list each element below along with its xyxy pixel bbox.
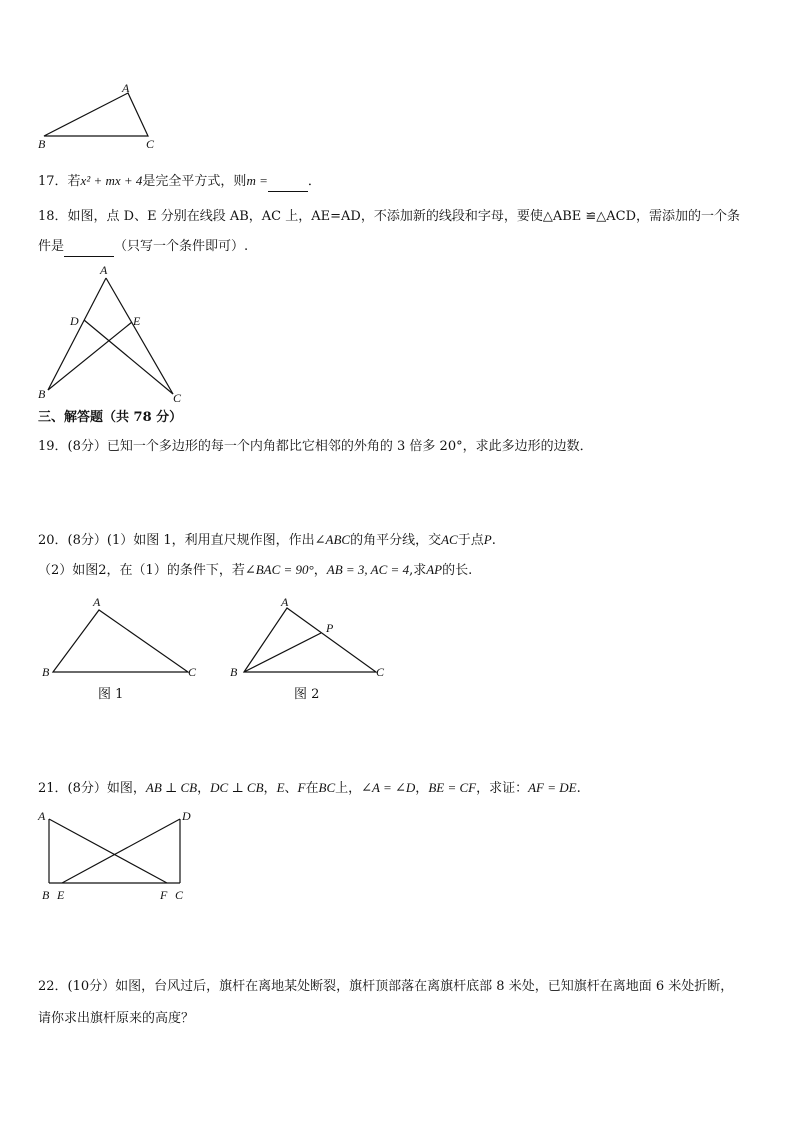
- figure-triangle-abc: [30, 80, 170, 155]
- label-b: B: [42, 888, 50, 902]
- q21-s7: ，求证：: [476, 781, 529, 796]
- label-d: D: [70, 314, 79, 328]
- figure-20-2: [228, 594, 398, 709]
- q21-c1: AB ⊥ CB: [145, 780, 198, 795]
- q20-line1-suffix: .: [491, 533, 496, 548]
- q18-text-line1: 18．如图，点 D、E 分别在线段 AB，AC 上，AE=AD，不添加新的线段和字母，要使△ABE ≌△ACD，需添加的一个条: [38, 209, 741, 224]
- label-p: P: [326, 621, 334, 635]
- question-18-line1: [38, 208, 740, 226]
- section-3-heading: [38, 409, 182, 427]
- q17-middle: 是完全平方式，则: [142, 174, 247, 189]
- label-f: F: [160, 888, 168, 902]
- segment-af: [49, 819, 167, 883]
- q20-line2-mid: ,求: [409, 563, 427, 578]
- q22-text-line1: 22．(10分）如图，台风过后，旗杆在离地某处断裂，旗杆顶部落在离旗杆底部 8 米处，已知旗杆在离地面 6 米处折断，: [38, 979, 734, 994]
- q21-c6: ∠A = ∠D: [361, 780, 416, 795]
- section-3-title: 三、解答题（共 78 分）: [38, 410, 183, 425]
- q21-c3: E: [276, 780, 285, 795]
- triangle-shape: [44, 93, 148, 136]
- q21-s1: ，: [197, 781, 211, 796]
- label-a: A: [100, 263, 108, 277]
- q21-s2: ，: [263, 781, 277, 796]
- question-18-line2: [38, 238, 248, 257]
- segment-de: [62, 819, 180, 883]
- label-a: A: [122, 81, 130, 95]
- question-20-line1: [38, 531, 496, 550]
- q20-cond-lengths: AB = 3, AC = 4: [326, 562, 410, 577]
- triangle-shape: [53, 610, 188, 672]
- q17-prefix: 17．若: [38, 174, 81, 189]
- figure-caption: 图 2: [294, 687, 320, 702]
- figure-21: [36, 806, 206, 911]
- label-a: A: [281, 595, 289, 609]
- segment-be: [48, 322, 132, 390]
- q19-text: 19．(8分）已知一个多边形的每一个内角都比它相邻的外角的 3 倍多 20°，求此多边形的边数．: [38, 439, 593, 454]
- q17-var: m =: [246, 173, 268, 188]
- label-c: C: [175, 888, 184, 902]
- label-d: D: [182, 809, 191, 823]
- segment-dc: [84, 320, 173, 394]
- q21-s5: 上，: [335, 781, 362, 796]
- q20-angle-abc: ∠ABC: [314, 532, 351, 547]
- q17-expr: x² + mx + 4: [80, 173, 143, 188]
- figure-20-1: [38, 594, 208, 709]
- q21-c4: F: [297, 780, 306, 795]
- q17-answer-blank[interactable]: [268, 173, 308, 192]
- q21-c2: DC ⊥ CB: [210, 780, 264, 795]
- q18-line2-prefix: 件是: [38, 239, 65, 254]
- question-17: [38, 172, 321, 192]
- q20-line2-prefix: （2）如图2，在（1）的条件下，若: [38, 563, 245, 578]
- segment-ac: [106, 278, 173, 394]
- q20-sep: ，: [313, 563, 327, 578]
- figure-caption: 图 1: [98, 687, 124, 702]
- q20-p: P: [483, 532, 492, 547]
- q21-c5: BC: [318, 780, 336, 795]
- question-19: [38, 438, 593, 456]
- label-b: B: [38, 387, 46, 401]
- q21-c8: AF = DE: [528, 780, 577, 795]
- q17-suffix: ．: [307, 174, 321, 189]
- label-c: C: [146, 137, 155, 151]
- q18-answer-blank[interactable]: [64, 238, 114, 257]
- q21-suffix: .: [576, 781, 581, 796]
- label-e: E: [57, 888, 65, 902]
- label-a: A: [38, 809, 46, 823]
- q21-s3: 、: [284, 781, 298, 796]
- q20-line1-middle: 的角平分线，交: [350, 533, 442, 548]
- label-a: A: [93, 595, 101, 609]
- segment-ab: [48, 278, 106, 390]
- label-e: E: [133, 314, 141, 328]
- q20-ap: AP: [426, 562, 443, 577]
- label-b: B: [230, 665, 238, 679]
- q20-line1-point: 于点: [457, 533, 484, 548]
- label-c: C: [376, 665, 385, 679]
- label-b: B: [42, 665, 50, 679]
- q20-line2-suffix: 的长.: [442, 563, 473, 578]
- q21-s6: ，: [415, 781, 429, 796]
- label-b: B: [38, 137, 46, 151]
- q21-prefix: 21．(8分）如图，: [38, 781, 146, 796]
- q22-text-line2: 请你求出旗杆原来的高度？: [38, 1011, 195, 1026]
- question-22-line2: [38, 1010, 194, 1028]
- label-c: C: [188, 665, 197, 679]
- bisector-bp: [244, 633, 321, 672]
- q21-s4: 在: [305, 781, 319, 796]
- question-22-line1: [38, 978, 733, 996]
- question-21: [38, 779, 581, 798]
- q20-ac: AC: [441, 532, 458, 547]
- figure-18: [30, 262, 200, 407]
- q20-line1-prefix: 20．(8分）(1）如图 1，利用直尺规作图，作出: [38, 533, 315, 548]
- q20-cond-angle: ∠BAC = 90°: [244, 562, 314, 577]
- question-20-line2: [38, 561, 472, 580]
- label-c: C: [173, 391, 182, 405]
- q18-line2-suffix: （只写一个条件即可）.: [114, 239, 249, 254]
- q21-c7: BE = CF: [428, 780, 477, 795]
